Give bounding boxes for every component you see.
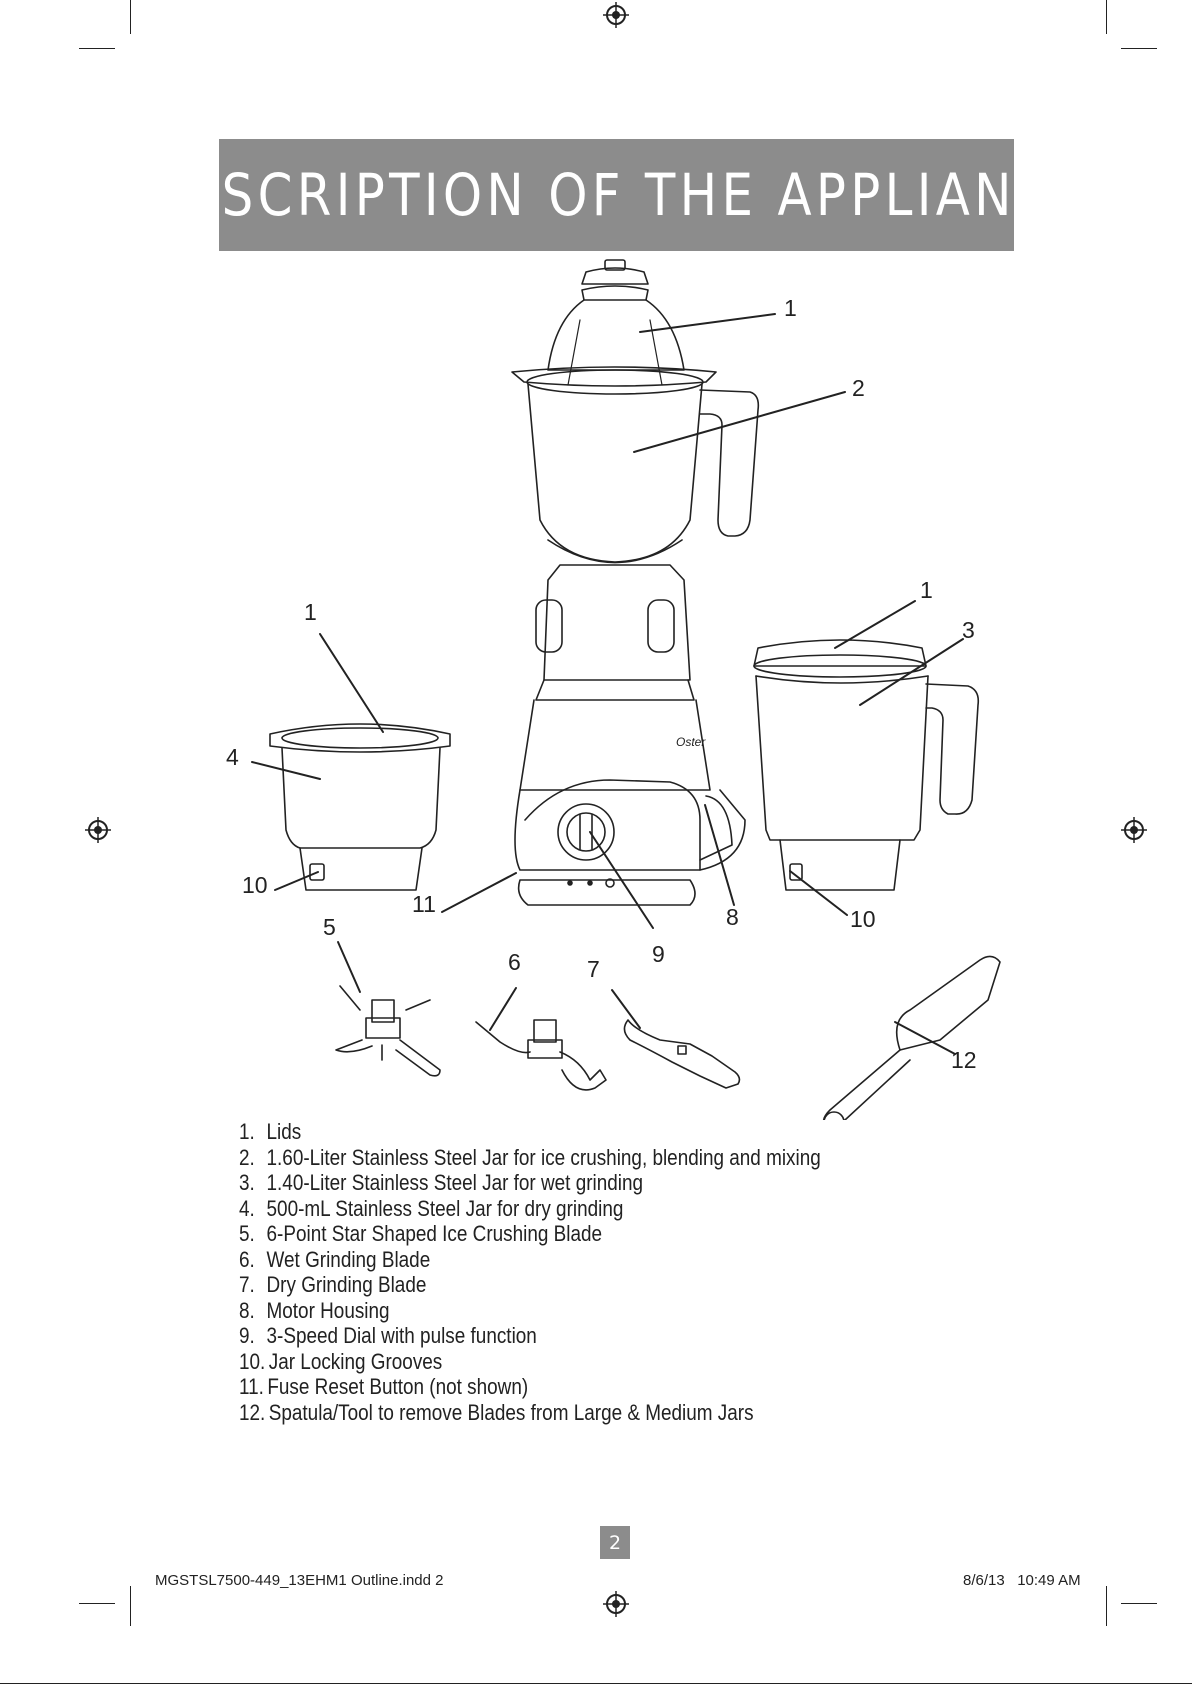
parts-list xyxy=(239,1119,927,1425)
list-item: 12. Spatula/Tool to remove Blades from Large & Medium Jars xyxy=(239,1399,754,1425)
list-item: 9. 3-Speed Dial with pulse function xyxy=(239,1323,537,1348)
callout-1-left: 1 xyxy=(304,599,317,625)
ice-crushing-blade xyxy=(336,986,440,1076)
footer-file-info: MGSTSL7500-449_13EHM1 Outline.indd 2 xyxy=(155,1572,444,1589)
callout-5: 5 xyxy=(323,914,336,940)
callout-leaders xyxy=(252,314,963,1054)
page-title: DESCRIPTION OF THE APPLIANCE xyxy=(142,161,1091,229)
crop-mark xyxy=(1121,1603,1157,1604)
callout-2: 2 xyxy=(852,375,865,401)
crop-mark xyxy=(130,0,131,34)
brand-logo: Oster xyxy=(676,735,706,749)
list-item: 8. Motor Housing xyxy=(239,1297,390,1323)
appliance-diagram xyxy=(0,240,1192,1120)
callout-10-right: 10 xyxy=(850,906,876,932)
medium-jar xyxy=(754,640,978,890)
registration-mark-icon xyxy=(603,1591,629,1617)
list-item: 5. 6-Point Star Shaped Ice Crushing Blade xyxy=(239,1221,603,1246)
callout-11: 11 xyxy=(412,891,436,917)
callout-1-right: 1 xyxy=(920,577,933,603)
callout-6: 6 xyxy=(508,949,521,975)
large-jar xyxy=(512,367,758,563)
spatula-tool xyxy=(824,956,1000,1120)
crop-mark xyxy=(1106,0,1107,34)
registration-mark-icon xyxy=(603,2,629,28)
list-item: 4. 500-mL Stainless Steel Jar for dry grinding xyxy=(239,1195,624,1221)
motor-base xyxy=(515,565,745,905)
crop-mark xyxy=(0,1683,1192,1684)
list-item: 11. Fuse Reset Button (not shown) xyxy=(239,1374,529,1399)
callout-10-left: 10 xyxy=(242,872,268,898)
list-item: 2. 1.60-Liter Stainless Steel Jar for ice crushing, blending and mixing xyxy=(239,1144,821,1170)
small-jar xyxy=(270,724,450,890)
list-item: 1. Lids xyxy=(239,1119,302,1144)
callout-1-top: 1 xyxy=(784,295,797,321)
crop-mark xyxy=(1121,48,1157,49)
callout-4: 4 xyxy=(226,744,239,770)
list-item: 7. Dry Grinding Blade xyxy=(239,1272,427,1297)
page-number: 2 xyxy=(600,1526,630,1559)
section-title-banner xyxy=(142,139,1091,251)
crop-mark xyxy=(1106,1586,1107,1626)
list-item: 3. 1.40-Liter Stainless Steel Jar for wet grinding xyxy=(239,1170,644,1195)
callout-12: 12 xyxy=(951,1047,977,1073)
callout-3: 3 xyxy=(962,617,975,643)
callout-8: 8 xyxy=(726,904,739,930)
crop-mark xyxy=(130,1586,131,1626)
callout-7: 7 xyxy=(587,956,600,982)
dry-grinding-blade xyxy=(624,1020,739,1088)
footer-date-time: 8/6/13 10:49 AM xyxy=(963,1572,1081,1589)
crop-mark xyxy=(79,48,115,49)
list-item: 6. Wet Grinding Blade xyxy=(239,1246,431,1272)
crop-mark xyxy=(79,1603,115,1604)
wet-grinding-blade xyxy=(476,1020,606,1090)
list-item: 10. Jar Locking Grooves xyxy=(239,1348,443,1374)
callout-9: 9 xyxy=(652,941,665,967)
